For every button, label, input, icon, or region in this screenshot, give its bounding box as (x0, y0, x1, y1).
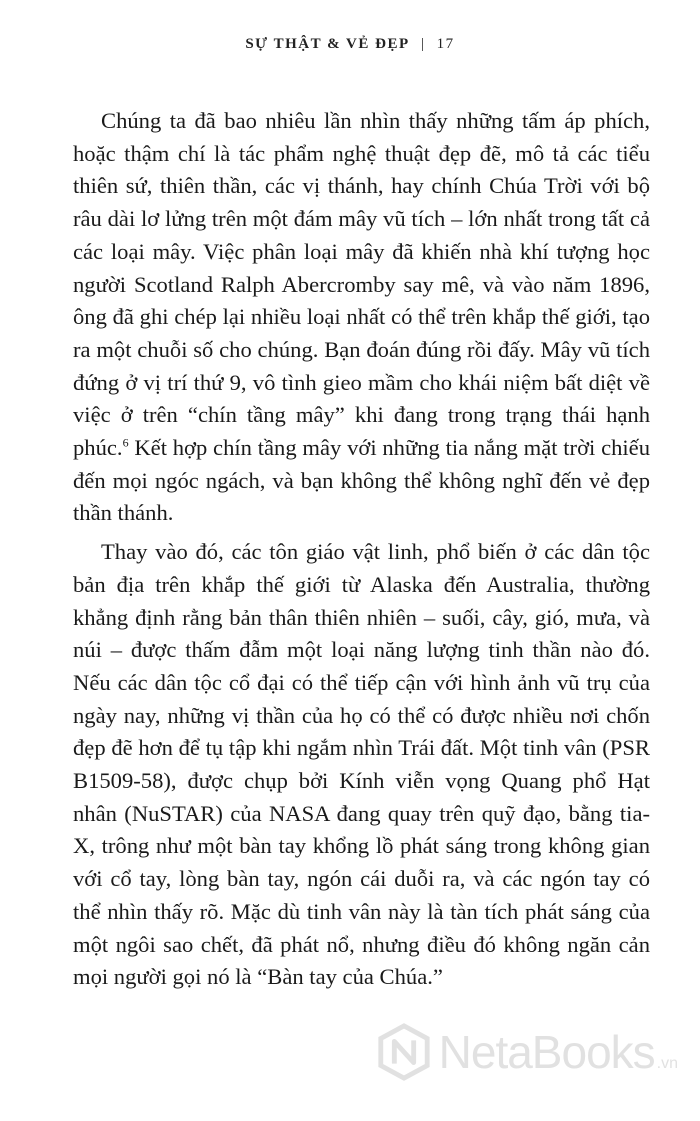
footnote-marker[interactable]: 6 (122, 435, 129, 450)
watermark-brand: NetaBooks (438, 1026, 655, 1078)
paragraph-1-text: Chúng ta đã bao nhiêu lần nhìn thấy những tấm áp phích, hoặc thậm chí là tác phẩm nghệ thuật đẹp đẽ, mô tả các tiểu thiên sứ, thiên thần, các vị thánh, hay chính Chúa Trời với bộ râu dài lơ lửng trên một đám mây vũ tích – lớn nhất trong tất cả các loại mây. Việc phân loại mây đã khiến nhà khí tượng học người Scotland Ralph Abercromby say mê, và vào năm 1896, ông đã ghi chép lại nhiều loại nhất có thể trên khắp thế giới, tạo ra một chuỗi số cho chúng. Bạn đoán đúng rồi đấy. Mây vũ tích đứng ở vị trí thứ 9, vô tình gieo mầm cho khái niệm bất diệt về việc ở trên “chín tầng mây” khi đang trong trạng thái hạnh phúc. (73, 108, 650, 461)
running-header-title: SỰ THẬT & VẺ ĐẸP (245, 36, 410, 52)
page-number: 17 (436, 36, 455, 52)
paragraph-1 (73, 105, 650, 530)
paragraph-1-continuation: Kết hợp chín tầng mây với những tia nắng mặt trời chiếu đến mọi ngóc ngách, và bạn không thể không nghĩ đến vẻ đẹp thần thánh. (73, 435, 650, 526)
watermark (375, 1023, 678, 1081)
watermark-suffix: .vn (656, 1055, 678, 1072)
running-header (0, 36, 700, 53)
netabooks-logo-icon (375, 1023, 433, 1081)
page-body (73, 105, 650, 1000)
running-header-separator: | (420, 36, 426, 52)
paragraph-2: Thay vào đó, các tôn giáo vật linh, phổ biến ở các dân tộc bản địa trên khắp thế giới từ Alaska đến Australia, thường khẳng định rằng bản thân thiên nhiên – suối, cây, gió, mưa, và núi – được thấm đẫm một loại năng lượng tinh thần nào đó. Nếu các dân tộc cổ đại có thể tiếp cận với hình ảnh vũ trụ của ngày nay, những vị thần của họ có thể có được nhiều nơi chốn đẹp đẽ hơn để tụ tập khi ngắm nhìn Trái đất. Một tinh vân (PSR B1509-58), được chụp bởi Kính viễn vọng Quang phổ Hạt nhân (NuSTAR) của NASA đang quay trên quỹ đạo, bằng tia-X, trông như một bàn tay khổng lồ phát sáng trong không gian với cổ tay, lòng bàn tay, ngón cái duỗi ra, và các ngón tay có thể nhìn thấy rõ. Mặc dù tinh vân này là tàn tích phát sáng của một ngôi sao chết, đã phát nổ, nhưng điều đó không ngăn cản mọi người gọi nó là “Bàn tay của Chúa.” (73, 539, 650, 990)
